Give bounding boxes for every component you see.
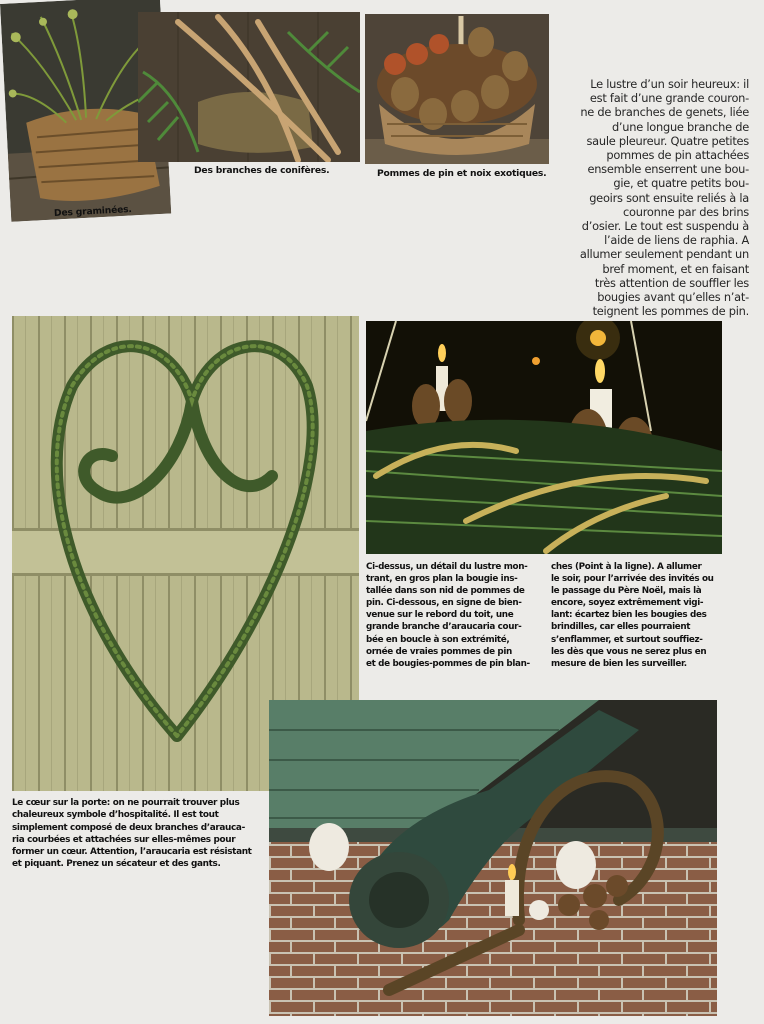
photo-roof-araucaria	[269, 700, 717, 1016]
heart-caption: Le cœur sur la porte: on ne pourrait trouver plus chaleureux symbole d’hospitalité. Il est tout simplement composé de deux branches d’arauca- ria courbées et attachées sur elles-mêmes pour former un cœur. Attention, l’araucaria est résistant et piquant. Prenez un sécateur et des gants.	[12, 798, 252, 870]
photo-chandelier-detail	[366, 321, 722, 554]
middle-text-column-2: ches (Point à la ligne). A allumer le soir, pour l’arrivée des invités ou le passage du Père Noël, mais là encore, soyez extrêmement vigi- lant: écartez bien les bougies des brindilles, car elles pourraient s’enflammer, et surtout souffiez- les dès que vous ne serez plus en mesure de bien les surveiller.	[551, 562, 714, 669]
caption-coniferes: Des branches de conifères.	[194, 165, 330, 176]
photo-conifer-branches	[138, 12, 360, 162]
caption-pommes: Pommes de pin et noix exotiques.	[377, 168, 547, 179]
intro-paragraph: Le lustre d’un soir heureux: il est fait d’une grande couron- ne de branches de genets, liée d’une longue branche de saule pleureur. Quatre petites pommes de pin attachées ensemble enserrent une bou- gie, et quatre petits bou- geoirs sont ensuite reliés à la couronne par des brins d’osier. Le tout est suspendu à l’aide de liens de raphia. A allumer seulement pendant un bref moment, et en faisant très attention de souffler les bougies avant qu’elles n’at- teignent les pommes de pin.	[579, 77, 749, 319]
middle-text-column-1: Ci-dessus, un détail du lustre mon- trant, en gros plan la bougie ins- tallée dans son nid de pommes de pin. Ci-dessous, en signe de bien- venue sur le rebord du toit, une grande branche d’araucaria cour- bée en boucle à son extrémité, ornée de vraies pommes de pin et de bougies-pommes de pin blan-	[366, 562, 530, 669]
photo-pinecone-basket	[365, 14, 549, 164]
caption-graminees: Des graminées.	[53, 203, 132, 220]
